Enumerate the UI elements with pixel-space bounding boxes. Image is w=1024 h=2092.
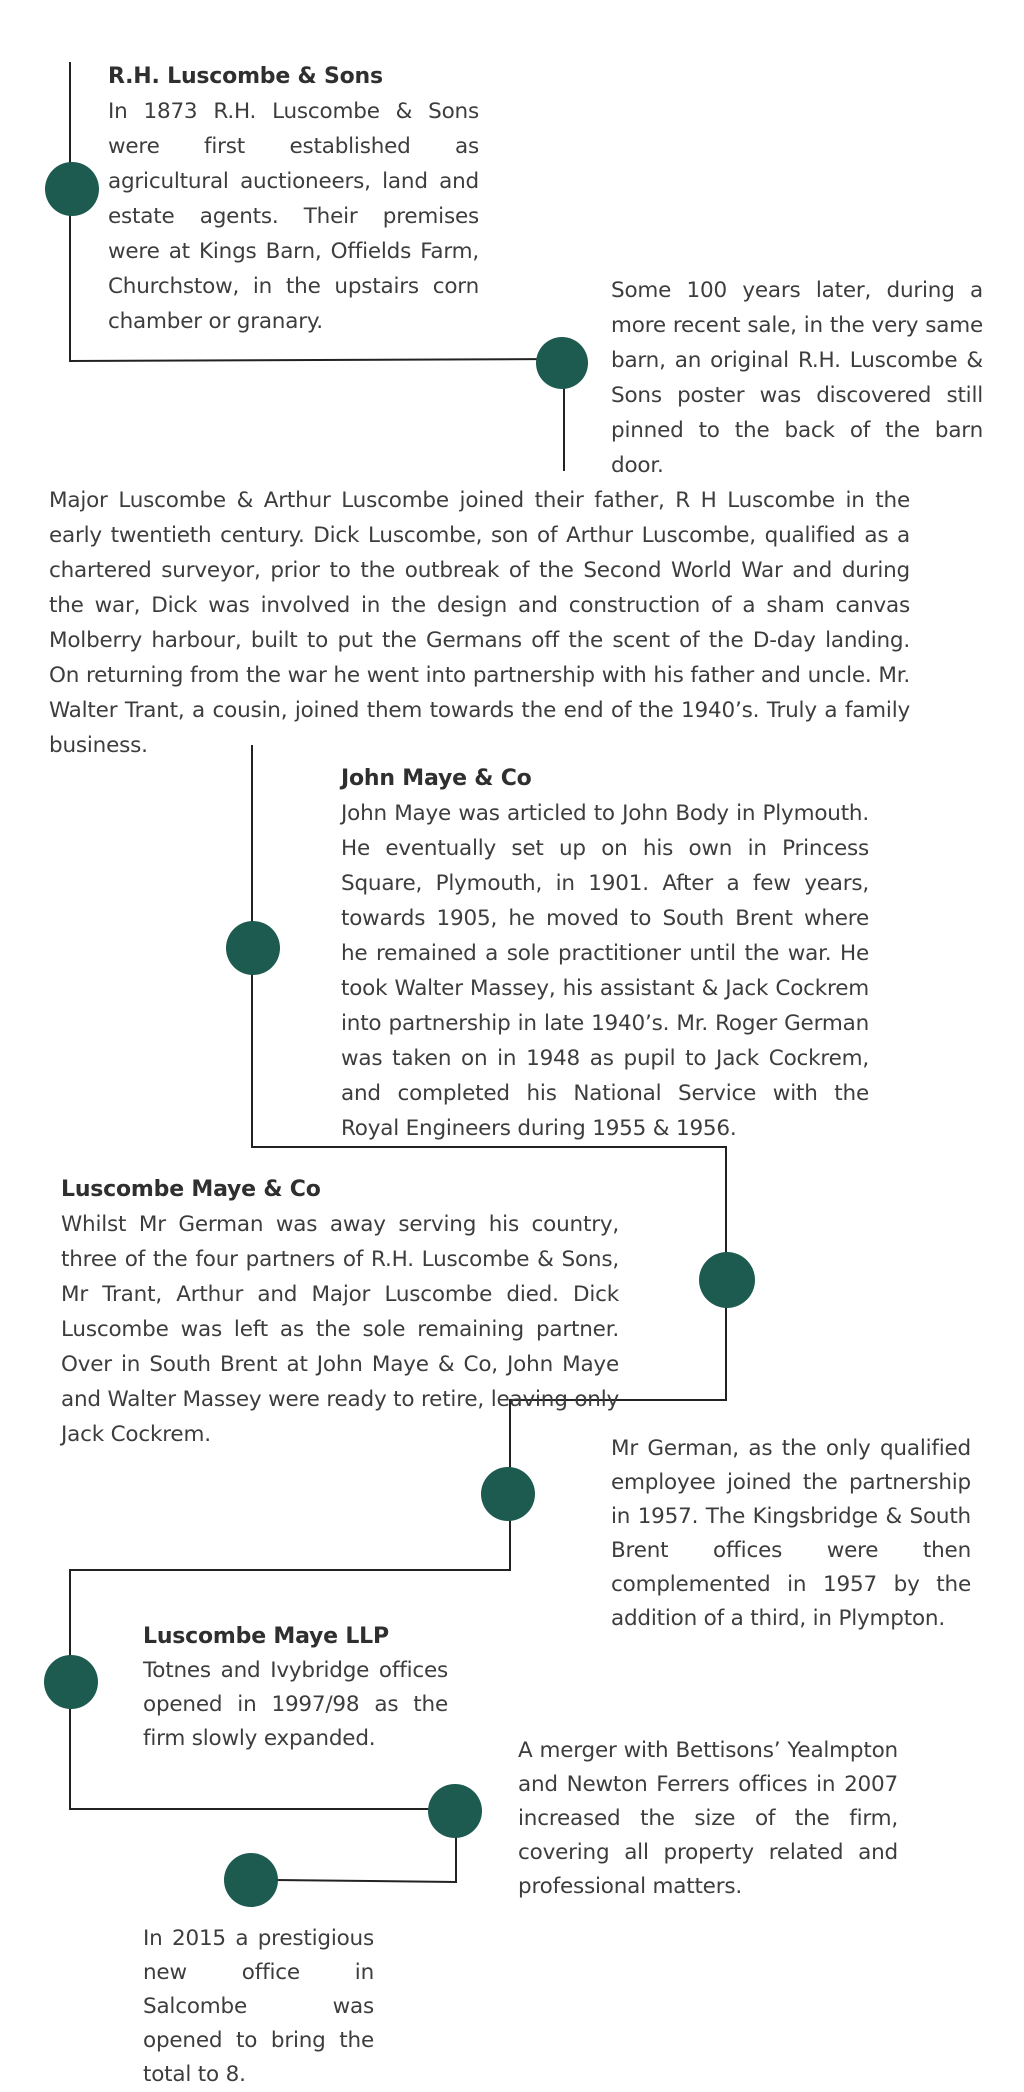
section-family-business bbox=[49, 483, 910, 763]
section-heading: Luscombe Maye & Co bbox=[61, 1177, 321, 1202]
timeline-dot bbox=[699, 1252, 755, 1308]
section-body: Some 100 years later, during a more recent sale, in the very same barn, an original R.H. Luscombe & Sons poster was discovered still pinned to the back of the barn door. bbox=[611, 278, 983, 478]
section-bettisons-merger bbox=[518, 1734, 898, 1904]
section-body: John Maye was articled to John Body in Plymouth. He eventually set up on his own in Princess Square, Plymouth, in 1901. After a few years, towards 1905, he moved to South Brent where he remained a sole practitioner until the war. He took Walter Massey, his assistant & Jack Cockrem into partnership in late 1940’s. Mr. Roger German was taken on in 1948 as pupil to Jack Cockrem, and completed his National Service with the Royal Engineers during 1955 & 1956. bbox=[341, 801, 869, 1141]
timeline-dot bbox=[536, 337, 588, 389]
section-heading: Luscombe Maye LLP bbox=[143, 1624, 389, 1649]
section-body: A merger with Bettisons’ Yealmpton and Newton Ferrers offices in 2007 increased the size of the firm, covering all property related and professional matters. bbox=[518, 1738, 898, 1899]
section-german-partnership bbox=[611, 1432, 971, 1636]
timeline-dot bbox=[226, 921, 280, 975]
section-body: Totnes and Ivybridge offices opened in 1997/98 as the firm slowly expanded. bbox=[143, 1658, 448, 1751]
section-barn-poster bbox=[611, 273, 983, 483]
timeline-dot bbox=[428, 1784, 482, 1838]
section-heading: John Maye & Co bbox=[341, 766, 532, 791]
timeline-dot bbox=[44, 1655, 98, 1709]
timeline-dot bbox=[481, 1467, 535, 1521]
section-body: Mr German, as the only qualified employee joined the partnership in 1957. The Kingsbridge & South Brent offices were then complemented in 1957 by the addition of a third, in Plympton. bbox=[611, 1436, 971, 1631]
section-luscombe-maye-co bbox=[61, 1172, 619, 1452]
section-body: Major Luscombe & Arthur Luscombe joined their father, R H Luscombe in the early twentieth century. Dick Luscombe, son of Arthur Luscombe, qualified as a chartered surveyor, prior to the outbreak of the Second World War and during the war, Dick was involved in the design and construction of a sham canvas Molberry harbour, built to put the Germans off the scent of the D-day landing. On returning from the war he went into partnership with his father and uncle. Mr. Walter Trant, a cousin, joined them towards the end of the 1940’s. Truly a family business. bbox=[49, 488, 910, 758]
section-john-maye bbox=[341, 761, 869, 1146]
timeline-dot bbox=[224, 1853, 278, 1907]
section-heading: R.H. Luscombe & Sons bbox=[108, 64, 383, 89]
section-body: In 2015 a prestigious new office in Salcombe was opened to bring the total to 8. bbox=[143, 1926, 374, 2087]
section-body: Whilst Mr German was away serving his country, three of the four partners of R.H. Luscombe & Sons, Mr Trant, Arthur and Major Luscombe died. Dick Luscombe was left as the sole remaining partner. Over in South Brent at John Maye & Co, John Maye and Walter Massey were ready to retire, leaving only Jack Cockrem. bbox=[61, 1212, 619, 1447]
section-luscombe-maye-llp bbox=[143, 1620, 448, 1756]
timeline-dot bbox=[45, 162, 99, 216]
section-body: In 1873 R.H. Luscombe & Sons were first established as agricultural auctioneers, land and estate agents. Their premises were at Kings Barn, Offields Farm, Churchstow, in the upstairs corn chamber or granary. bbox=[108, 99, 479, 334]
section-rh-luscombe bbox=[108, 59, 479, 339]
section-salcombe-office bbox=[143, 1922, 374, 2092]
